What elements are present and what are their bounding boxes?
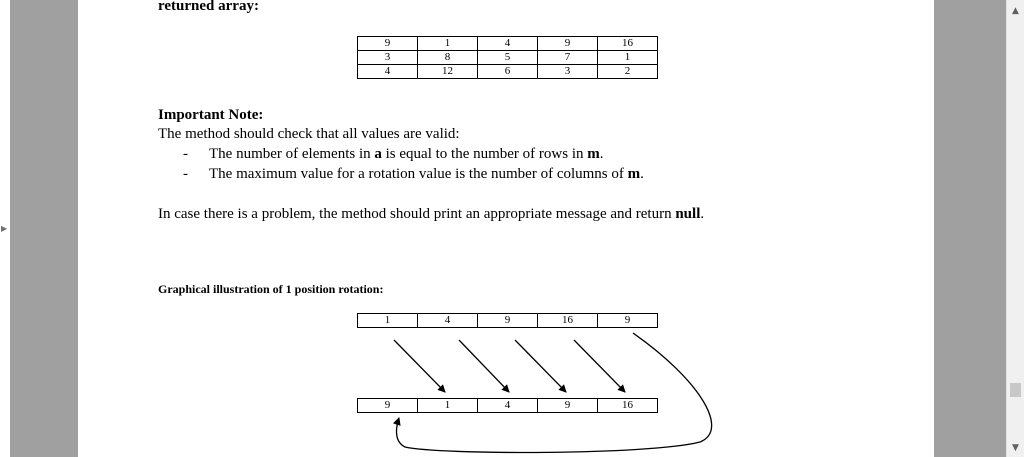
table-cell: 1 bbox=[418, 399, 478, 413]
illustration-title: Graphical illustration of 1 position rotation: bbox=[158, 282, 384, 296]
shift-arrow-2 bbox=[459, 340, 509, 392]
bullet-text-part: . bbox=[640, 166, 644, 182]
table-cell: 16 bbox=[598, 37, 658, 51]
bullet-bold-term: m bbox=[587, 146, 600, 162]
table-cell: 2 bbox=[598, 65, 658, 79]
bullet-text-part: The maximum value for a rotation value is the number of columns of bbox=[209, 166, 628, 182]
table-cell: 9 bbox=[538, 37, 598, 51]
table-cell: 9 bbox=[358, 399, 418, 413]
shift-arrow-4 bbox=[574, 340, 625, 392]
table-cell: 3 bbox=[358, 51, 418, 65]
table-cell: 1 bbox=[358, 314, 418, 328]
table-cell: 7 bbox=[538, 51, 598, 65]
returned-array-heading: returned array: bbox=[158, 0, 259, 14]
table-cell: 9 bbox=[478, 314, 538, 328]
problem-text: In case there is a problem, the method should print an appropriate message and return bbox=[158, 206, 676, 222]
important-note-title: Important Note: bbox=[158, 107, 264, 123]
table-cell: 16 bbox=[538, 314, 598, 328]
bullet-dash: - bbox=[183, 146, 188, 162]
bullet-dash: - bbox=[183, 166, 188, 182]
table-cell: 3 bbox=[538, 65, 598, 79]
table-cell: 9 bbox=[598, 314, 658, 328]
table-cell: 5 bbox=[478, 51, 538, 65]
table-cell: 12 bbox=[418, 65, 478, 79]
collapse-left-arrow-icon[interactable]: ▶ bbox=[1, 224, 8, 233]
shift-arrow-1 bbox=[394, 340, 445, 392]
table-cell: 6 bbox=[478, 65, 538, 79]
bullet-text-part: is equal to the number of rows in bbox=[381, 146, 588, 162]
table-cell: 9 bbox=[358, 37, 418, 51]
scroll-up-icon[interactable]: ▲ bbox=[1012, 6, 1019, 16]
table-cell: 4 bbox=[418, 314, 478, 328]
problem-text-end: . bbox=[700, 206, 705, 222]
shift-arrow-3 bbox=[515, 340, 566, 392]
bullet-text-part: . bbox=[599, 146, 604, 162]
table-cell: 4 bbox=[358, 65, 418, 79]
important-note-intro: The method should check that all values are valid: bbox=[158, 126, 460, 142]
table-cell: 4 bbox=[478, 399, 538, 413]
table-cell: 16 bbox=[598, 399, 658, 413]
bullet-bold-term: a bbox=[374, 146, 382, 162]
problem-bold-null: null bbox=[675, 206, 701, 222]
scroll-down-icon[interactable]: ▼ bbox=[1012, 443, 1019, 453]
table-cell: 4 bbox=[478, 37, 538, 51]
bullet-bold-term: m bbox=[627, 166, 641, 182]
table-cell: 9 bbox=[538, 399, 598, 413]
table-cell: 1 bbox=[598, 51, 658, 65]
table-cell: 8 bbox=[418, 51, 478, 65]
table-cell: 1 bbox=[418, 37, 478, 51]
wrap-around-arrow bbox=[397, 333, 712, 452]
bullet-text-part: The number of elements in bbox=[209, 146, 375, 162]
